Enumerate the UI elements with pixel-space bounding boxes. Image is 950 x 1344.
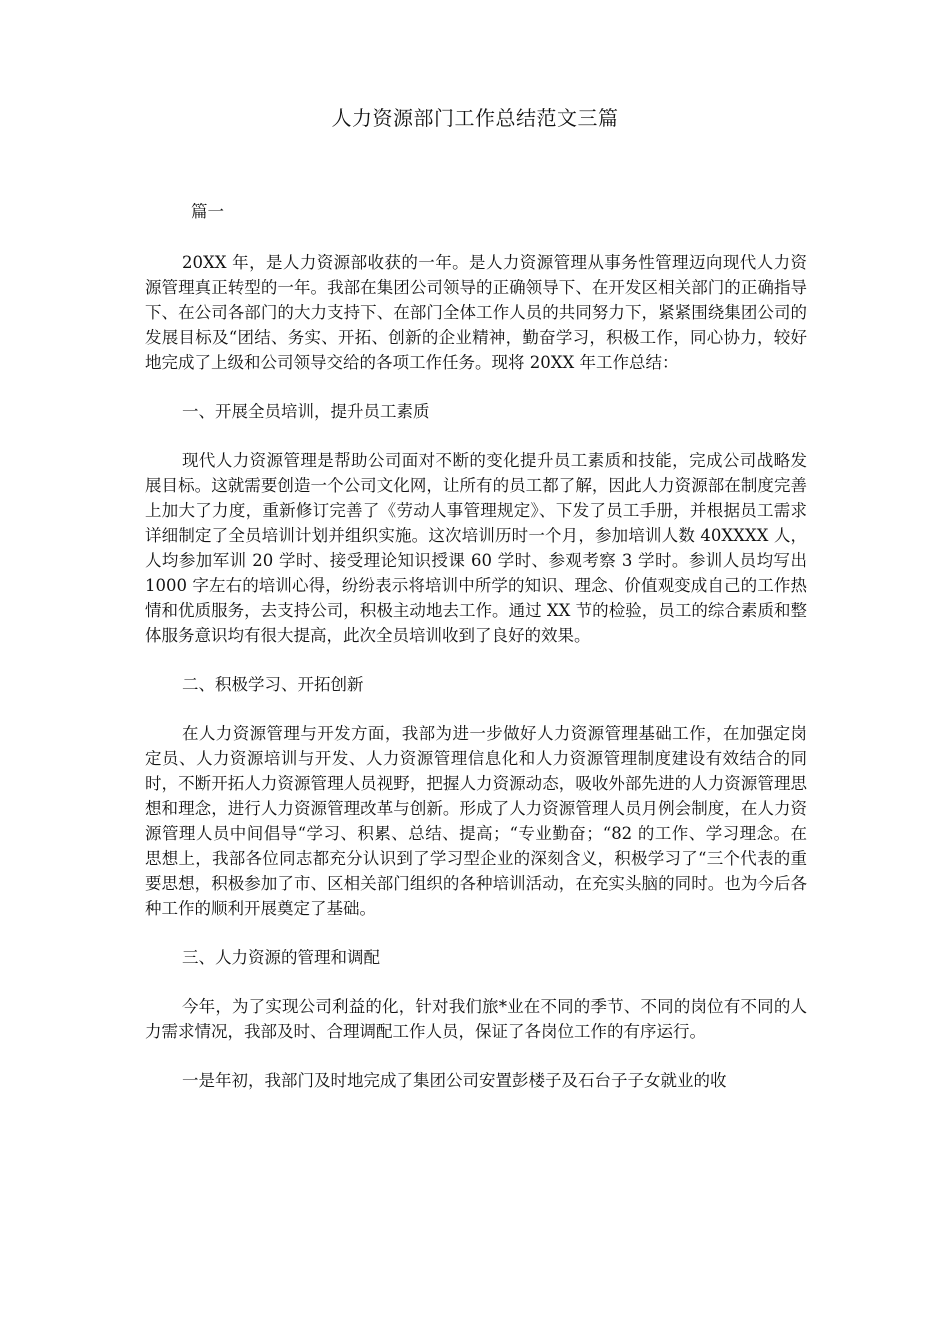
paragraph-training: 现代人力资源管理是帮助公司面对不断的变化提升员工素质和技能，完成公司战略发展目标。这就需要创造一个公司文化网，让所有的员工都了解，因此人力资源部在制度完善上加大了力度，重新修订完善了《劳动人事管理规定》、下发了员工手册，并根据员工需求详细制定了全员培训计划并组织实施。这次培训历时一个月，参加培训人数 40XXXX 人，人均参加军训 20 学时、接受理论知识授课 60 学时、参观考察 3 学时。参训人员均写出 1000 字左右的培训心得，纷纷表示将培训中所学的知识、理念、价值观变成自己的工作热情和优质服务，去支持公司，积极主动地去工作。通过 XX 节的检验，员工的综合素质和整体服务意识均有很大提高，此次全员培训收到了良好的效果。 — [145, 451, 807, 645]
part-label: 篇一 — [191, 202, 224, 221]
section-heading-2: 二、积极学习、开拓创新 — [182, 675, 364, 694]
paragraph-learning: 在人力资源管理与开发方面，我部为进一步做好人力资源管理基础工作，在加强定岗定员、人力资源培训与开发、人力资源管理信息化和人力资源管理制度建设有效结合的同时，不断开拓人力资源管理人员视野，把握人力资源动态，吸收外部先进的人力资源管理思想和理念，进行人力资源管理改革与创新。形成了人力资源管理人员月例会制度，在人力资源管理人员中间倡导“学习、积累、总结、提高；“专业勤奋；“82 的工作、学习理念。在思想上，我部各位同志都充分认识到了学习型企业的深刻含义，积极学习了“三个代表的重要思想，积极参加了市、区相关部门组织的各种培训活动，在充实头脑的同时。也为今后各种工作的顺利开展奠定了基础。 — [145, 724, 807, 918]
document-title: 人力资源部门工作总结范文三篇 — [331, 106, 619, 130]
paragraph-allocation: 今年，为了实现公司利益的化，针对我们旅*业在不同的季节、不同的岗位有不同的人力需求情况，我部及时、合理调配工作人员，保证了各岗位工作的有序运行。 — [145, 997, 807, 1041]
paragraph-first-point: 一是年初，我部门及时地完成了集团公司安置彭楼子及石台子子女就业的收 — [182, 1071, 727, 1090]
section-heading-1: 一、开展全员培训，提升员工素质 — [182, 402, 430, 421]
section-heading-3: 三、人力资源的管理和调配 — [182, 948, 380, 967]
document-body — [145, 199, 807, 1117]
paragraph-intro: 20XX 年，是人力资源部收获的一年。是人力资源管理从事务性管理迈向现代人力资源管理真正转型的一年。我部在集团公司领导的正确领导下、在开发区相关部门的正确指导下、在公司各部门的大力支持下、在部门全体工作人员的共同努力下，紧紧围绕集团公司的发展目标及“团结、务实、开拓、创新的企业精神，勤奋学习，积极工作，同心协力，较好地完成了上级和公司领导交给的各项工作任务。现将 20XX 年工作总结： — [145, 253, 807, 372]
